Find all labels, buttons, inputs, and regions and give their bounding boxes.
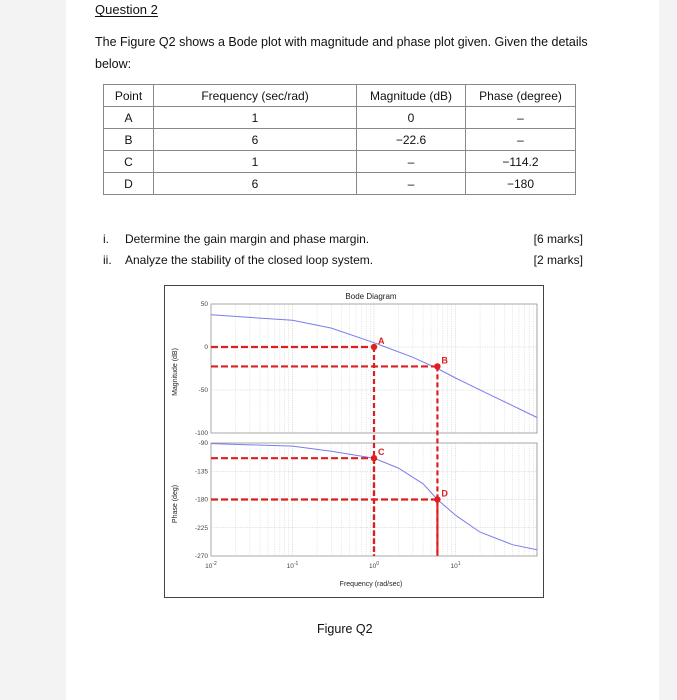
magnitude-y-tick-label: 0 [204,344,208,352]
table-header-row [104,85,576,107]
marker-point-d [434,496,440,502]
cell-phase: – [466,107,576,129]
cell-frequency: 1 [154,107,357,129]
phase-y-tick-label: -135 [194,468,208,476]
x-tick-label: $10^{-2}$ [205,561,217,570]
cell-point: D [104,173,154,195]
document-page [66,0,659,700]
header-point: Point [104,85,154,107]
marker-point-b [434,363,440,369]
header-magnitude: Magnitude (dB) [357,85,466,107]
x-axis-label: Frequency (rad/sec) [339,581,403,588]
table-row [104,129,576,151]
cell-phase: −114.2 [466,151,576,173]
cell-point: B [104,129,154,151]
phase-y-tick-label: -225 [194,524,208,532]
cell-frequency: 1 [154,151,357,173]
cell-magnitude: – [357,173,466,195]
cell-point: C [104,151,154,173]
figure-caption: Figure Q2 [317,622,373,636]
marker-label-c: C [378,447,385,458]
marker-point-a [371,344,377,350]
cell-frequency: 6 [154,129,357,151]
table-row [104,151,576,173]
magnitude-y-tick-label: -50 [198,387,208,395]
phase-y-tick-label: -90 [198,440,208,448]
cell-magnitude: 0 [357,107,466,129]
cell-phase: – [466,129,576,151]
table-row [104,173,576,195]
marker-point-c [371,455,377,461]
task-item [103,250,583,271]
task-number: ii. [103,253,112,267]
cell-magnitude: −22.6 [357,129,466,151]
x-tick-label: $10^{-1}$ [286,561,299,570]
task-text: Analyze the stability of the closed loop system. [125,253,374,267]
phase-axis-label: Phase (deg) [172,484,179,524]
chart-title: Bode Diagram [345,292,397,301]
marker-label-a: A [378,336,385,346]
marker-label-b: B [441,355,448,366]
magnitude-y-tick-label: 50 [200,301,208,309]
phase-y-tick-label: -270 [194,553,208,561]
magnitude-axis-label: Magnitude (dB) [172,348,179,396]
cell-frequency: 6 [154,173,357,195]
bode-plot [165,286,543,597]
header-phase: Phase (degree) [466,85,576,107]
question-intro: The Figure Q2 shows a Bode plot with magnitude and phase plot given. Given the details below: [95,35,588,71]
details-table [103,84,576,195]
marker-label-d: D [441,488,448,499]
task-item [103,229,583,250]
task-list [103,229,583,271]
cell-phase: −180 [466,173,576,195]
task-text: Determine the gain margin and phase margin. [125,232,370,246]
cell-point: A [104,107,154,129]
cell-magnitude: – [357,151,466,173]
task-number: i. [103,232,109,246]
magnitude-y-tick-label: -100 [194,430,208,438]
task-marks: [2 marks] [533,253,583,267]
header-frequency: Frequency (sec/rad) [154,85,357,107]
bode-figure [164,285,544,598]
question-title: Question 2 [95,2,158,17]
task-marks: [6 marks] [533,232,583,246]
phase-y-tick-label: -180 [194,496,208,504]
x-tick-label: $10^0$ [368,561,380,570]
x-tick-label: $10^1$ [450,561,461,570]
table-row [104,107,576,129]
